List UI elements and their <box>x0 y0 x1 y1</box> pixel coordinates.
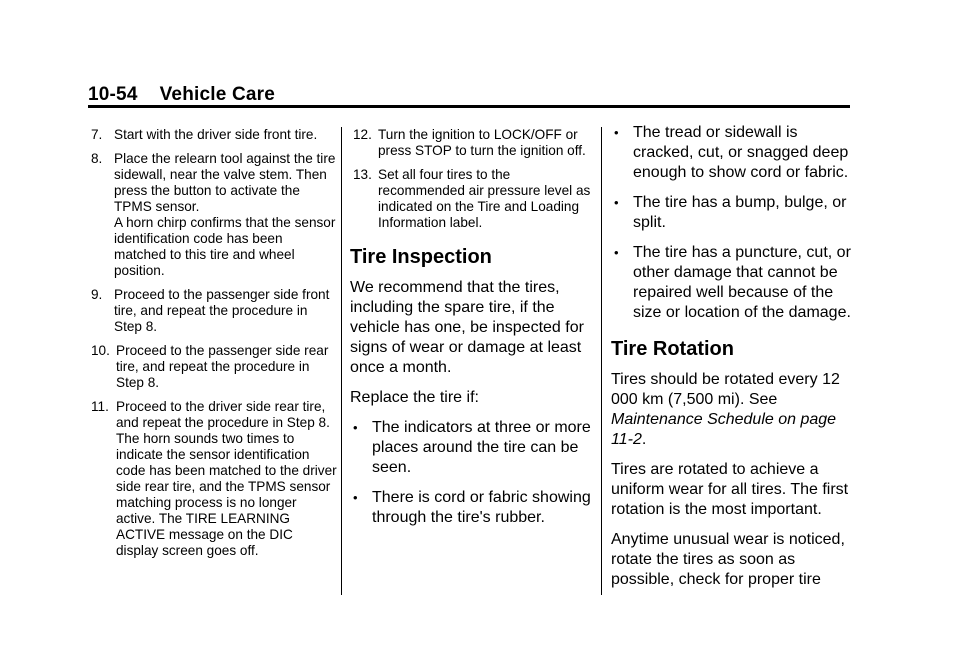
step-10 <box>88 343 338 391</box>
step-number: 11. <box>91 399 109 414</box>
step-11 <box>88 399 338 559</box>
column-1 <box>88 127 338 567</box>
paragraph-text: Tires should be rotated every 12 000 km (7,500 mi). See <box>611 371 840 408</box>
page-header <box>88 84 275 106</box>
section-title: Vehicle Care <box>159 84 276 105</box>
step-7 <box>88 127 338 143</box>
paragraph-text: . <box>641 431 647 448</box>
step-9 <box>88 287 338 335</box>
step-8 <box>88 151 338 279</box>
step-text: Set all four tires to the recommended air pressure level as indicated on the Tire and Loading Information label. <box>378 167 591 230</box>
step-text: Place the relearn tool against the tire sidewall, near the valve stem. Then press the button to activate the TPMS sensor. <box>114 151 336 214</box>
step-12 <box>350 127 595 159</box>
bullet-item <box>611 123 856 183</box>
paragraph: Anytime unusual wear is noticed, rotate the tires as soon as possible, check for proper tire <box>611 531 845 588</box>
paragraph: Replace the tire if: <box>350 389 479 406</box>
bullet-text: The tread or sidewall is cracked, cut, or snagged deep enough to show cord or fabric. <box>633 124 849 181</box>
step-text: Start with the driver side front tire. <box>114 127 318 142</box>
step-13 <box>350 167 595 231</box>
bullet-text: There is cord or fabric showing through the tire's rubber. <box>372 489 591 526</box>
bullet-icon: • <box>614 125 619 140</box>
paragraph <box>611 370 856 450</box>
column-2 <box>350 127 595 538</box>
paragraph: We recommend that the tires, including the spare tire, if the vehicle has one, be inspected for signs of wear or damage at least once a month. <box>350 279 584 376</box>
bullet-text: The tire has a puncture, cut, or other damage that cannot be repaired well because of the size or location of the damage. <box>633 244 851 321</box>
step-number: 9. <box>91 287 103 302</box>
bullet-text: The indicators at three or more places around the tire can be seen. <box>372 419 591 476</box>
bullet-text: The tire has a bump, bulge, or split. <box>633 194 847 231</box>
section-heading-tire-inspection: Tire Inspection <box>350 246 492 268</box>
step-text: Turn the ignition to LOCK/OFF or press STOP to turn the ignition off. <box>378 127 586 158</box>
column-divider <box>601 127 602 595</box>
paragraph: Tires are rotated to achieve a uniform wear for all tires. The first rotation is the most important. <box>611 461 849 518</box>
bullet-icon: • <box>353 420 358 435</box>
bullet-item <box>611 193 856 233</box>
bullet-icon: • <box>614 245 619 260</box>
cross-reference-link[interactable]: Maintenance Schedule on page 11-2 <box>611 411 837 448</box>
step-number: 10. <box>91 343 110 358</box>
step-text: Proceed to the passenger side front tire, and repeat the procedure in Step 8. <box>114 287 330 334</box>
bullet-icon: • <box>614 195 619 210</box>
page-number: 10-54 <box>88 84 138 105</box>
step-number: 13. <box>353 167 372 182</box>
step-number: 12. <box>353 127 372 142</box>
step-number: 8. <box>91 151 103 166</box>
step-text: Proceed to the driver side rear tire, and repeat the procedure in Step 8. The horn sounds two times to indicate the sensor identification code has been matched to the driver side rear tire, and the TPMS sensor matching process is no longer active. The TIRE LEARNING ACTIVE message on the DIC display screen goes off. <box>116 399 337 558</box>
column-3 <box>611 123 856 600</box>
step-text: Proceed to the passenger side rear tire, and repeat the procedure in Step 8. <box>116 343 329 390</box>
bullet-item <box>350 418 595 478</box>
bullet-item <box>611 243 856 323</box>
step-text: A horn chirp confirms that the sensor identification code has been matched to this tire and wheel position. <box>114 215 336 278</box>
column-divider <box>341 127 342 595</box>
bullet-icon: • <box>353 490 358 505</box>
header-rule <box>88 105 850 108</box>
step-number: 7. <box>91 127 103 142</box>
bullet-item <box>350 488 595 528</box>
section-heading-tire-rotation: Tire Rotation <box>611 338 734 360</box>
